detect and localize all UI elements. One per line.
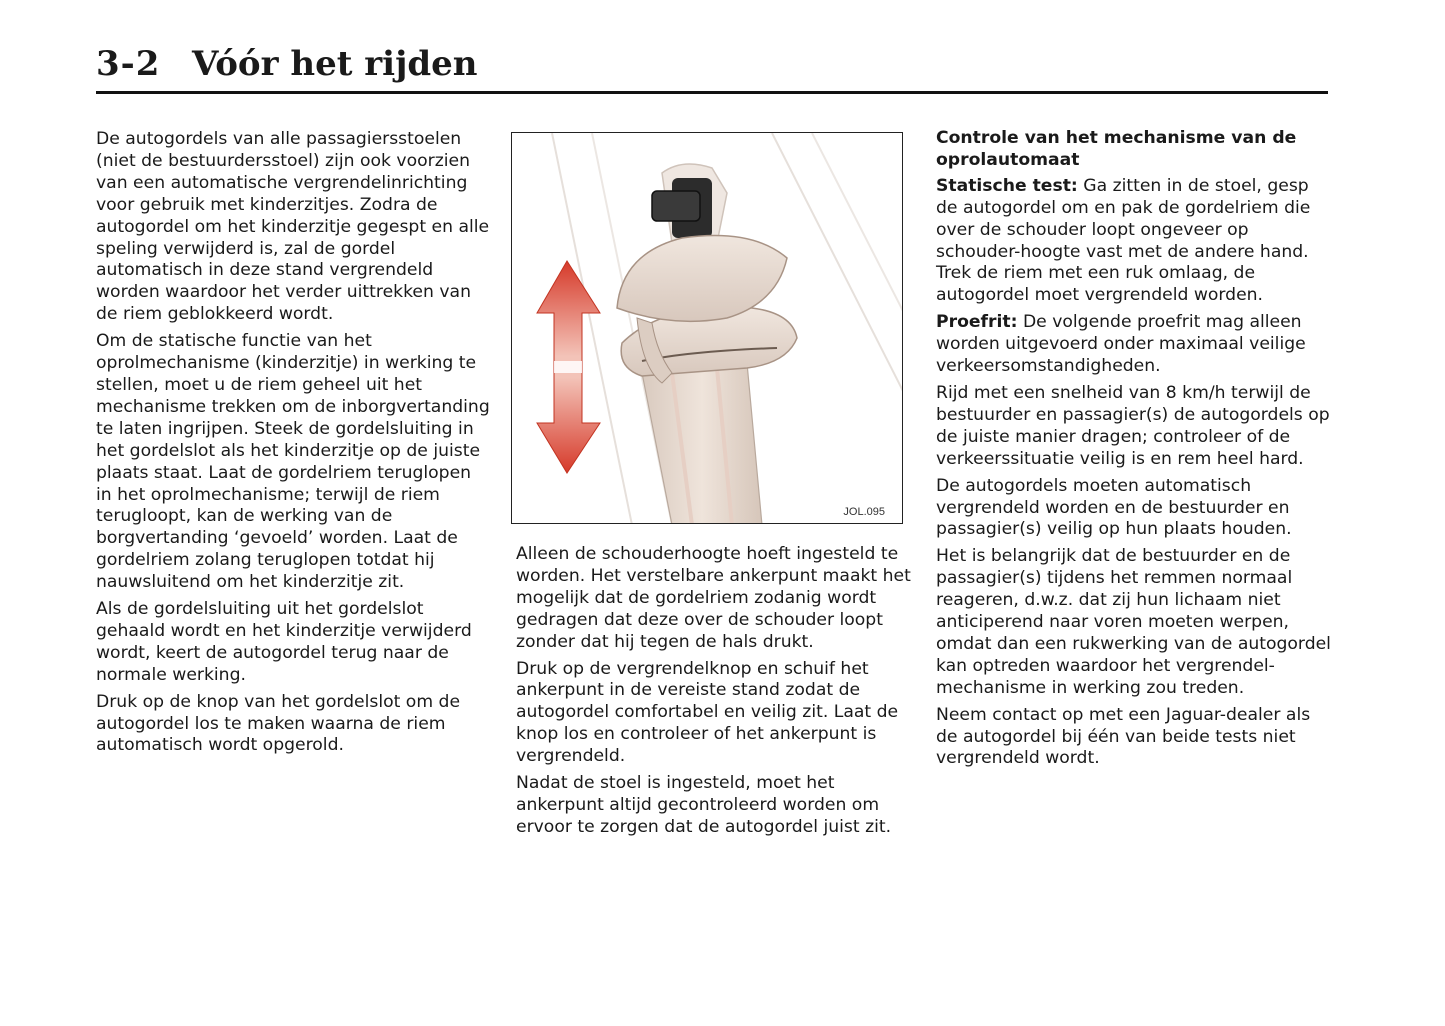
page-header: [96, 44, 1328, 94]
paragraph: Neem contact op met een Jaguar-dealer als de autogordel bij één van beide tests niet vergrendeld wordt.: [936, 704, 1311, 769]
paragraph: Als de gordelsluiting uit het gordelslot gehaald wordt en het kinderzitje verwijderd wordt, keert de autogordel terug naar de normale werking.: [96, 599, 472, 685]
arrow-gap: [554, 361, 582, 373]
paragraph: Alleen de schouderhoogte hoeft ingesteld te worden. Het verstelbare ankerpunt maakt het mogelijk dat de gordelriem zodanig wordt gedragen dat deze over de schouder loopt zonder dat hij tegen de hals drukt.: [516, 544, 911, 652]
trim-cover: [617, 236, 787, 322]
static-test-text: Ga zitten in de stoel, gesp de autogordel om en pak de gordelriem die over de schouder loopt ongeveer op schouder-hoogte vast met de andere hand. Trek de riem met een ruk omlaag, de autogordel moet vergrendeld worden.: [936, 175, 1311, 306]
paragraph: De autogordels moeten automatisch vergrendeld worden en de bestuurder en passagier(s) veilig op hun plaats houden.: [936, 475, 1292, 540]
paragraph-static-test: [936, 176, 1331, 307]
paragraph: Nadat de stoel is ingesteld, moet het ankerpunt altijd gecontroleerd worden om ervoor te zorgen dat de autogordel juist zit.: [516, 773, 892, 837]
figure-caption: JOL.095: [843, 506, 885, 518]
release-button: [652, 191, 700, 221]
pillar-line: [772, 133, 903, 393]
section-number: 3-2: [96, 44, 161, 84]
pillar-line: [812, 133, 903, 313]
paragraph: De autogordels van alle passagiersstoelen (niet de bestuurdersstoel) zijn ook voorzien van een automatische vergrendelinrichting voor gebruik met kinderzitjes. Zodra de autogordel om het kinderzitje gegespt en alle speling verwijderd is, zal de gordel automatisch in deze stand vergrendeld worden waardoor het verder uittrekken van de riem geblokkeerd wordt.: [96, 129, 490, 325]
seatbelt-anchor-illustration: [511, 132, 903, 524]
test-drive-text: De volgende proefrit mag alleen worden uitgevoerd onder maximaal veilige verkeersomstandigheden.: [936, 312, 1306, 377]
section-heading: Controle van het mechanisme van de oprolautomaat: [936, 128, 1297, 170]
text-column-middle: [516, 544, 911, 844]
paragraph: Rijd met een snelheid van 8 km/h terwijl de bestuurder en passagier(s) de autogordels op de juiste manier dragen; controleer of de verkeerssituatie veilig is en rem heel hard.: [936, 382, 1330, 469]
paragraph: Het is belangrijk dat de bestuurder en de passagier(s) tijdens het remmen normaal reageren, d.w.z. dat zij hun lichaam niet anticiperend naar voren moeten werpen, omdat dan een rukwerking van de autogordel kan optreden waardoor het vergrendel-mechanisme in werking zou treden.: [936, 546, 1331, 698]
text-column-left: [96, 129, 491, 762]
seatbelt-drawing: [512, 133, 903, 524]
text-column-right: [936, 128, 1331, 775]
paragraph-test-drive: [936, 312, 1331, 378]
paragraph: Om de statische functie van het oprolmechanisme (kinderzitje) in werking te stellen, moet u de riem geheel uit het mechanisme trekken om de inborgvertanding te laten ingrijpen. Steek de gordelsluiting in het gordelslot als het kinderzitje op de juiste plaats staat. Laat de gordelriem teruglopen in het oprolmechanisme; terwijl de riem terugloopt, kan de werking van de borgvertanding ‘gevoeld’ worden. Laat de gordelriem zolang teruglopen totdat hij nauwsluitend om het kinderzitje zit.: [96, 331, 490, 593]
test-drive-label: Proefrit:: [936, 312, 1018, 333]
paragraph: Druk op de vergrendelknop en schuif het ankerpunt in de vereiste stand zodat de autogordel comfortabel en veilig zit. Laat de knop los en controleer of het ankerpunt is vergrendeld.: [516, 658, 899, 767]
page-title: Vóór het rijden: [192, 44, 478, 84]
static-test-label: Statische test:: [936, 175, 1078, 196]
paragraph: Druk op de knop van het gordelslot om de autogordel los te maken waarna de riem automatisch wordt opgerold.: [96, 691, 461, 756]
belt-webbing: [642, 363, 762, 524]
